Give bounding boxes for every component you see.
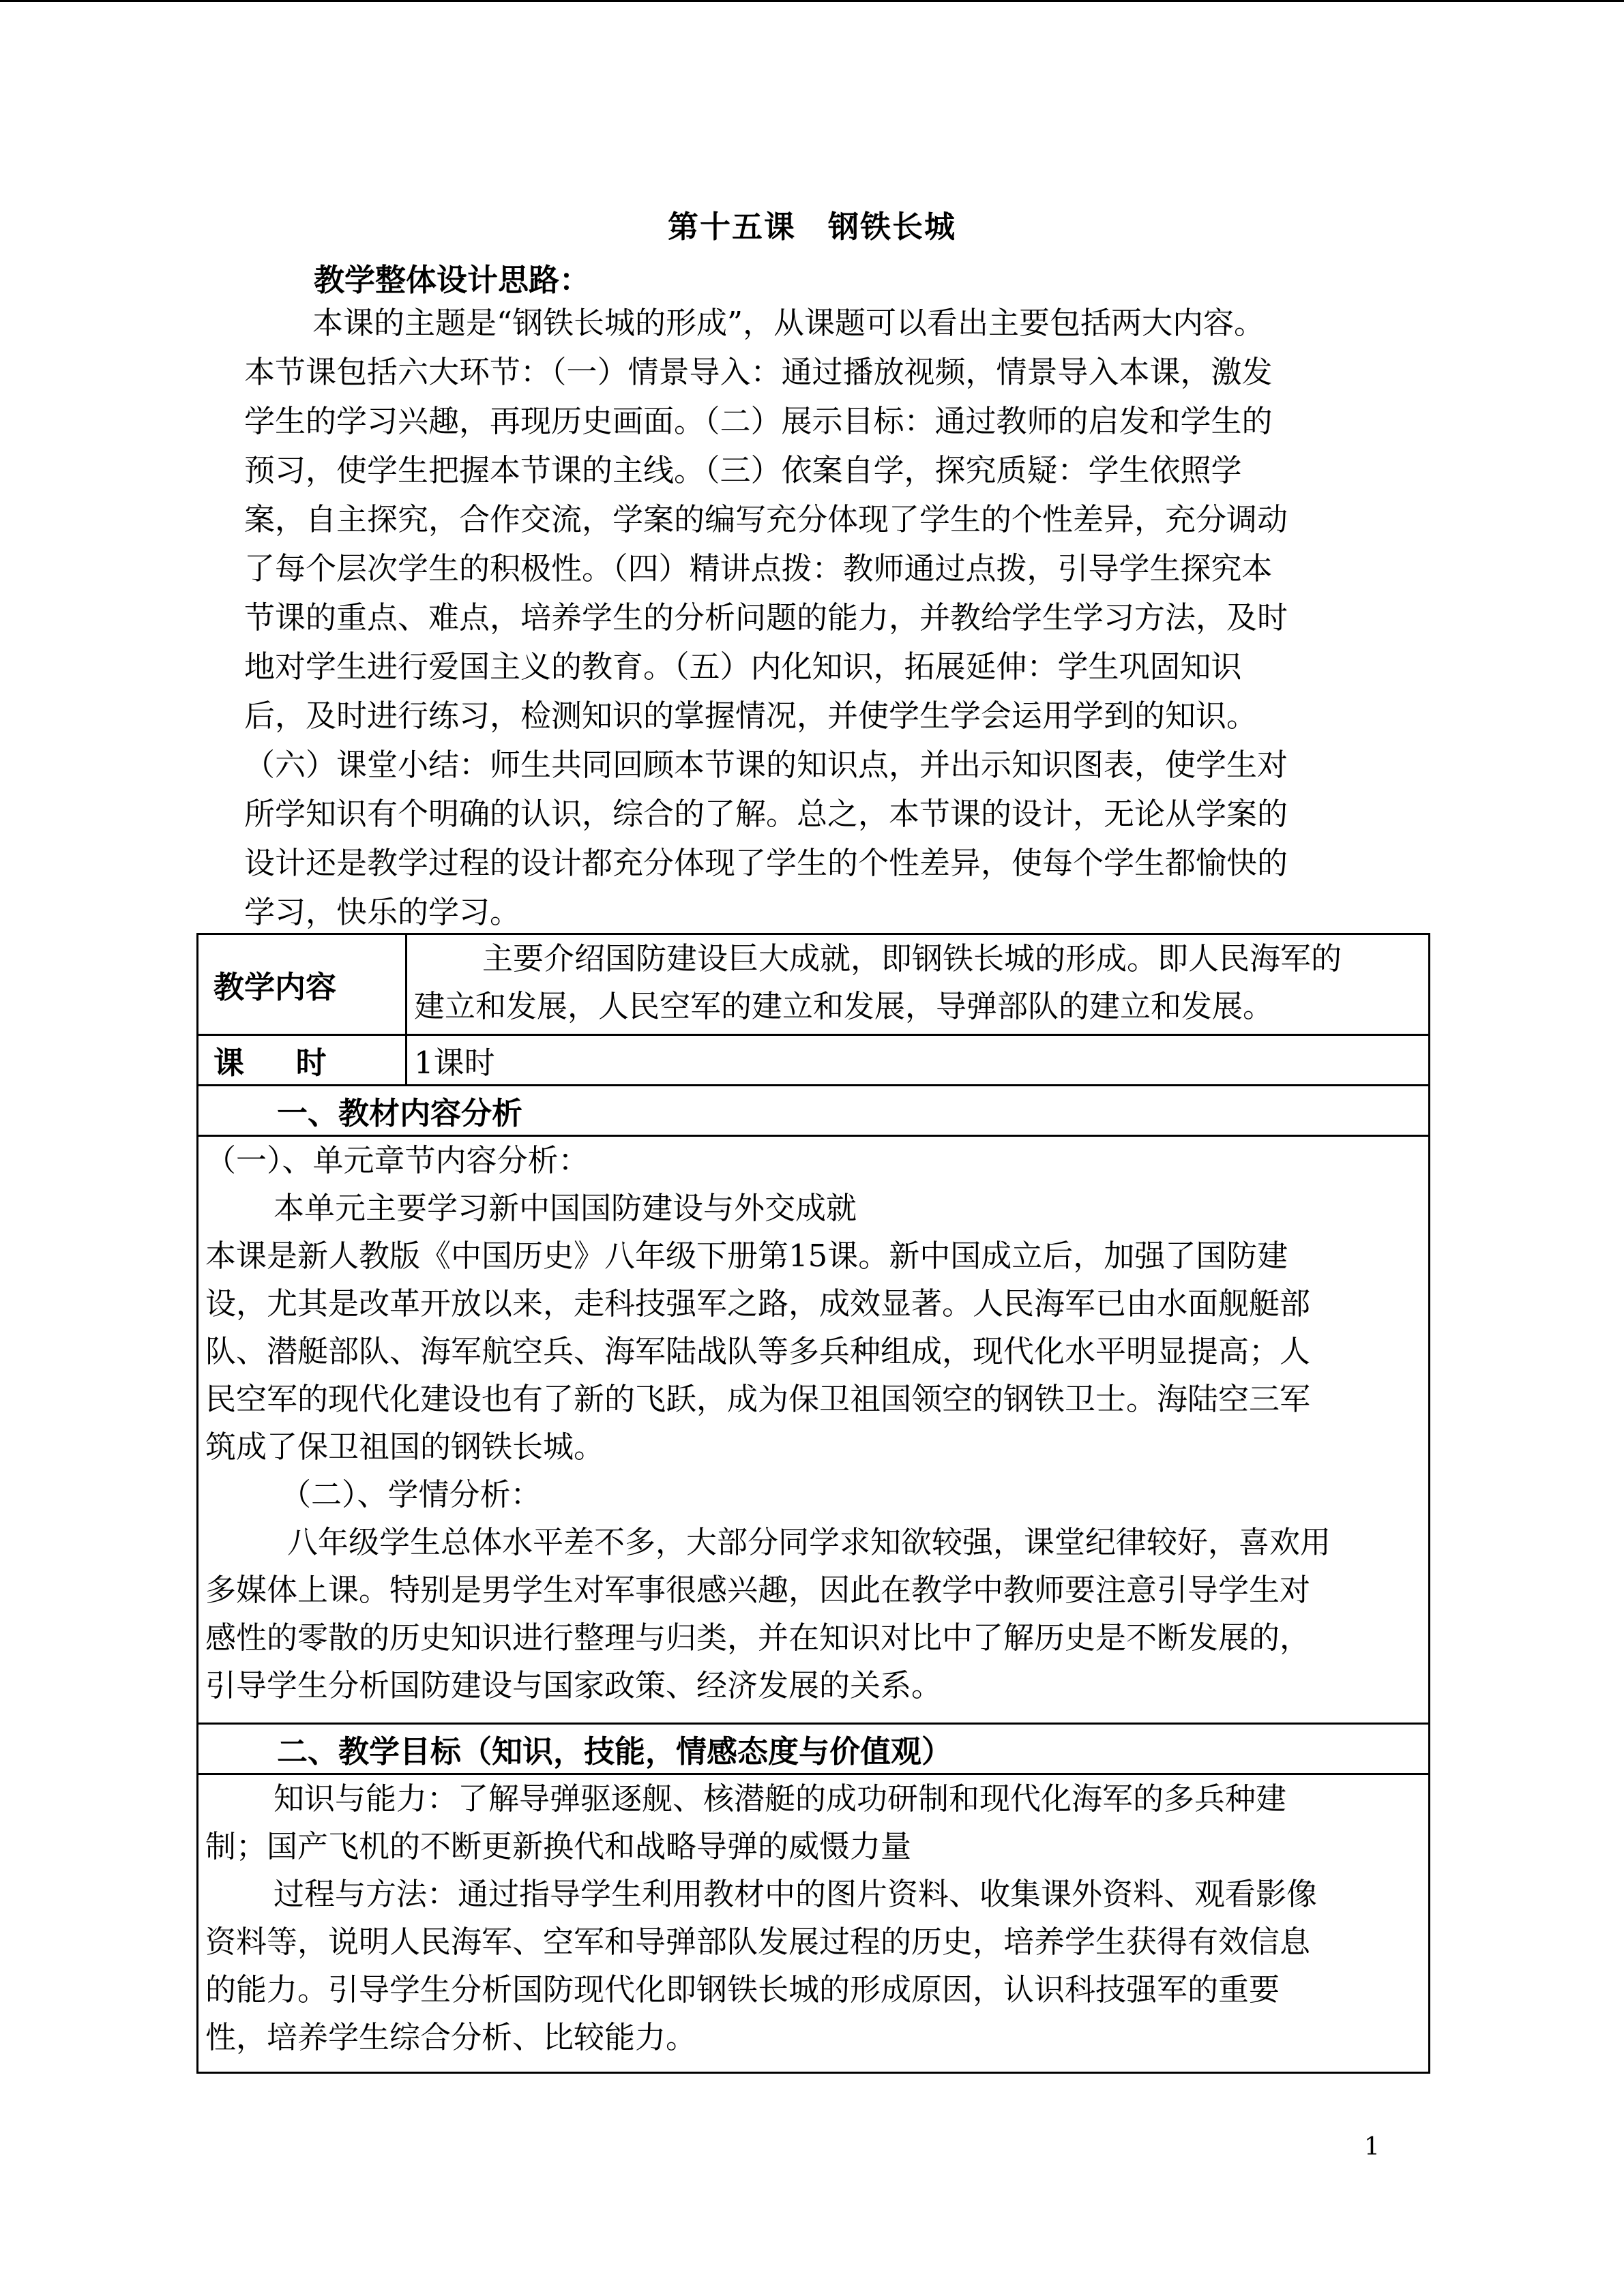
teaching-content-cell	[407, 934, 1430, 1035]
material-analysis-cell	[198, 1136, 1430, 1724]
content-line: 引导学生分析国防建设与国家政策、经济发展的关系。	[205, 1667, 943, 1703]
table-row	[198, 1035, 1430, 1086]
paragraph-line: 地对学生进行爱国主义的教育。（五）内化知识，拓展延伸：学生巩固知识	[244, 648, 1242, 685]
page-number: 1	[1364, 2133, 1380, 2161]
lesson-plan-table	[196, 933, 1430, 2074]
content-line: 过程与方法：通过指导学生利用教材中的图片资料、收集课外资料、观看影像	[274, 1876, 1318, 1912]
content-line: 主要介绍国防建设巨大成就，即钢铁长城的形成。即人民海军的	[482, 940, 1342, 976]
class-hours-value: 1课时	[407, 1035, 1430, 1086]
table-row	[198, 1774, 1430, 2073]
content-line: 多媒体上课。特别是男学生对军事很感兴趣，因此在教学中教师要注意引导学生对	[205, 1572, 1311, 1608]
content-line: 筑成了保卫祖国的钢铁长城。	[205, 1429, 605, 1465]
paragraph-line: 后，及时进行练习，检测知识的掌握情况，并使学生学会运用学到的知识。	[244, 698, 1258, 734]
paragraph-line: 本节课包括六大环节：（一）情景导入：通过播放视频，情景导入本课，激发	[244, 354, 1273, 390]
design-heading: 教学整体设计思路：	[314, 262, 591, 298]
content-line: 八年级学生总体水平差不多，大部分同学求知欲较强，课堂纪律较好，喜欢用	[287, 1524, 1331, 1560]
content-line: 的能力。引导学生分析国防现代化即钢铁长城的形成原因，认识科技强军的重要	[205, 1971, 1280, 2008]
table-row	[198, 1086, 1430, 1136]
content-line: 民空军的现代化建设也有了新的飞跃，成为保卫祖国领空的钢铁卫士。海陆空三军	[205, 1381, 1311, 1417]
table-row	[198, 1724, 1430, 1774]
paragraph-line: 学生的学习兴趣，再现历史画面。（二）展示目标：通过教师的启发和学生的	[244, 403, 1273, 439]
lesson-title: 第十五课 钢铁长城	[667, 209, 956, 245]
section-heading-material-analysis: 一、教材内容分析	[198, 1086, 1430, 1136]
class-hours-label: 课 时	[198, 1035, 407, 1086]
content-line: 性，培养学生综合分析、比较能力。	[205, 2019, 697, 2055]
content-line: （二）、学情分析：	[280, 1476, 542, 1512]
content-line: （一）、单元章节内容分析：	[205, 1142, 589, 1178]
content-line: 本课是新人教版《中国历史》八年级下册第15课。新中国成立后，加强了国防建	[205, 1238, 1288, 1274]
paragraph-line: 所学知识有个明确的认识，综合的了解。总之，本节课的设计，无论从学案的	[244, 796, 1288, 832]
paragraph-line: 学习，快乐的学习。	[244, 894, 521, 930]
content-line: 本单元主要学习新中国国防建设与外交成就	[274, 1190, 857, 1226]
paragraph-line: （六）课堂小结：师生共同回顾本节课的知识点，并出示知识图表，使学生对	[244, 747, 1288, 783]
content-line: 资料等，说明人民海军、空军和导弹部队发展过程的历史，培养学生获得有效信息	[205, 1924, 1311, 1960]
content-line: 感性的零散的历史知识进行整理与归类，并在知识对比中了解历史是不断发展的，	[205, 1620, 1311, 1656]
content-line: 知识与能力：了解导弹驱逐舰、核潜艇的成功研制和现代化海军的多兵种建	[274, 1780, 1287, 1817]
paragraph-line: 本课的主题是“钢铁长城的形成”，从课题可以看出主要包括两大内容。	[312, 305, 1265, 341]
paragraph-line: 了每个层次学生的积极性。（四）精讲点拨：教师通过点拨，引导学生探究本	[244, 550, 1273, 586]
content-line: 设，尤其是改革开放以来，走科技强军之路，成效显著。人民海军已由水面舰艇部	[205, 1285, 1311, 1322]
paragraph-line: 设计还是教学过程的设计都充分体现了学生的个性差异，使每个学生都愉快的	[244, 845, 1288, 881]
paragraph-line: 预习，使学生把握本节课的主线。（三）依案自学，探究质疑：学生依照学	[244, 452, 1242, 488]
teaching-goals-cell	[198, 1774, 1430, 2073]
teaching-content-label: 教学内容	[198, 934, 407, 1035]
content-line: 队、潜艇部队、海军航空兵、海军陆战队等多兵种组成，现代化水平明显提高；人	[205, 1333, 1311, 1369]
content-line: 制；国产飞机的不断更新换代和战略导弹的威慑力量	[205, 1828, 912, 1864]
paragraph-line: 案，自主探究，合作交流，学案的编写充分体现了学生的个性差异，充分调动	[244, 501, 1288, 537]
content-line: 建立和发展，人民空军的建立和发展，导弹部队的建立和发展。	[414, 988, 1274, 1024]
section-heading-teaching-goals: 二、教学目标（知识，技能，情感态度与价值观）	[198, 1724, 1430, 1774]
paragraph-line: 节课的重点、难点，培养学生的分析问题的能力，并教给学生学习方法，及时	[244, 599, 1288, 636]
table-row	[198, 1136, 1430, 1724]
table-row	[198, 934, 1430, 1035]
top-border-line	[0, 0, 1624, 2]
design-paragraph	[244, 299, 1363, 937]
